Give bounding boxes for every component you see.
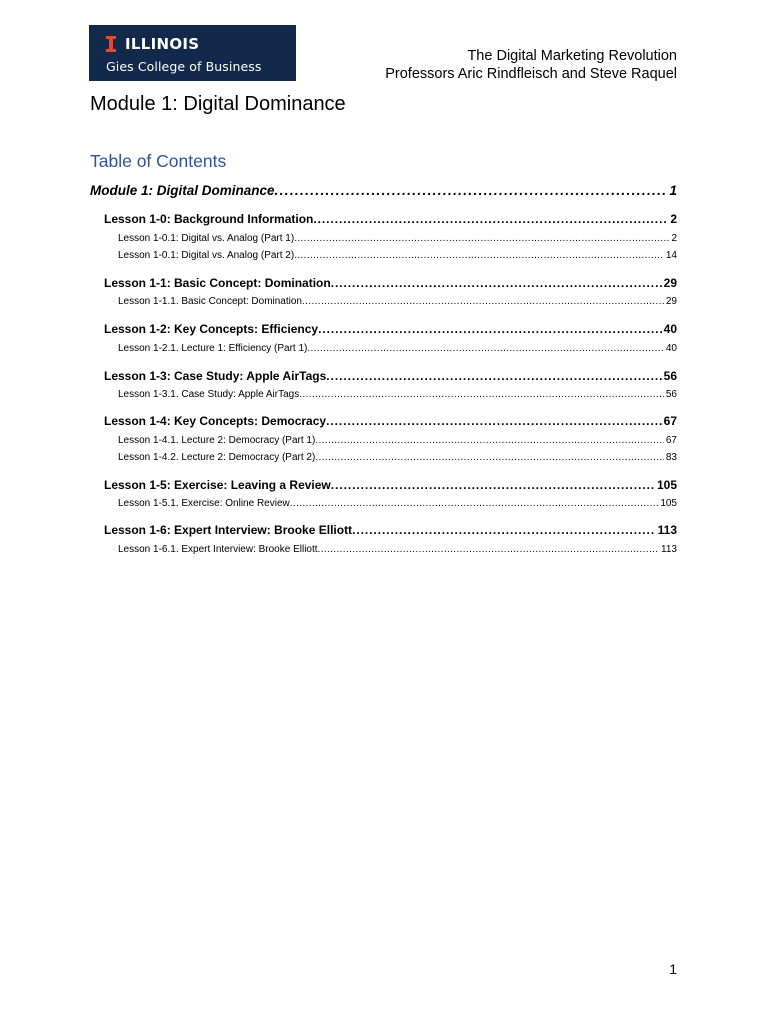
toc-entry[interactable] (90, 250, 677, 261)
toc-entry-page: 105 (656, 478, 677, 492)
toc-entry-page: 2 (671, 233, 677, 244)
toc-entry-title: Lesson 1-4.2. Lecture 2: Democracy (Part 2) (118, 452, 316, 463)
toc-entry-page: 1 (669, 183, 677, 198)
toc-entry-title: Lesson 1-4: Key Concepts: Democracy (104, 414, 327, 428)
document-header (385, 47, 677, 83)
toc-dot-leader (331, 276, 662, 290)
toc-entry-title: Lesson 1-5.1. Exercise: Online Review (118, 498, 290, 509)
toc-entry[interactable] (90, 523, 677, 537)
toc-entry-title: Lesson 1-2.1. Lecture 1: Efficiency (Part 1) (118, 343, 308, 354)
gies-college-logo (89, 25, 296, 81)
course-title: The Digital Marketing Revolution (467, 48, 677, 64)
toc-entry[interactable] (90, 498, 677, 509)
toc-dot-leader (275, 183, 668, 198)
toc-entry-title: Lesson 1-6.1. Expert Interview: Brooke Elliott (118, 544, 318, 555)
illinois-i-mark-icon (106, 36, 116, 52)
toc-entry-page: 105 (660, 498, 677, 509)
toc-dot-leader (318, 544, 660, 555)
toc-entry[interactable] (90, 212, 677, 226)
toc-entry-page: 14 (665, 250, 677, 261)
toc-entry-title: Lesson 1-5: Exercise: Leaving a Review (104, 478, 331, 492)
toc-entry-title: Lesson 1-3.1. Case Study: Apple AirTags (118, 389, 300, 400)
toc-entry-title: Lesson 1-0.1: Digital vs. Analog (Part 1) (118, 233, 295, 244)
toc-heading: Table of Contents (90, 151, 227, 171)
toc-entry[interactable] (90, 369, 677, 383)
toc-dot-leader (302, 296, 664, 307)
toc-entry[interactable] (90, 544, 677, 555)
toc-entry-page: 40 (663, 322, 677, 336)
toc-entry-page: 113 (661, 544, 677, 555)
logo-illinois-text: ILLINOIS (125, 35, 200, 53)
module-heading: Module 1: Digital Dominance (90, 93, 346, 115)
toc-dot-leader (326, 369, 661, 383)
toc-entry[interactable] (90, 389, 677, 400)
toc-dot-leader (352, 523, 656, 537)
toc-entry-page: 83 (665, 452, 677, 463)
toc-dot-leader (290, 498, 659, 509)
toc-entry[interactable] (90, 435, 677, 446)
toc-entry-title: Lesson 1-4.1. Lecture 2: Democracy (Part 1) (118, 435, 316, 446)
toc-entry[interactable] (90, 276, 677, 290)
toc-dot-leader (294, 250, 664, 261)
logo-college-text: Gies College of Business (106, 59, 262, 74)
toc-entry-page: 56 (665, 389, 677, 400)
toc-entry-page: 67 (663, 414, 677, 428)
toc-entry[interactable] (90, 414, 677, 428)
toc-entry-title: Lesson 1-1.1. Basic Concept: Domination (118, 296, 302, 307)
toc-entry-page: 29 (663, 276, 677, 290)
toc-entry-title: Lesson 1-1: Basic Concept: Domination (104, 276, 331, 290)
toc-entry[interactable] (90, 233, 677, 244)
toc-dot-leader (326, 414, 662, 428)
toc-dot-leader (307, 343, 664, 354)
page-number: 1 (669, 961, 677, 977)
professors-line: Professors Aric Rindfleisch and Steve Raquel (385, 66, 677, 82)
toc-dot-leader (294, 233, 669, 244)
toc-entry-title: Lesson 1-3: Case Study: Apple AirTags (104, 369, 327, 383)
toc-entry-title: Lesson 1-0: Background Information (104, 212, 314, 226)
toc-dot-leader (313, 212, 668, 226)
toc-entry-title: Lesson 1-2: Key Concepts: Efficiency (104, 322, 319, 336)
toc-dot-leader (331, 478, 655, 492)
toc-entry-page: 113 (657, 523, 677, 537)
toc-dot-leader (299, 389, 664, 400)
toc-entry-title: Lesson 1-0.1: Digital vs. Analog (Part 2) (118, 250, 295, 261)
toc-entry-title: Module 1: Digital Dominance (90, 183, 275, 198)
toc-entry-page: 56 (663, 369, 677, 383)
toc-entry[interactable] (90, 343, 677, 354)
toc-entry[interactable] (90, 296, 677, 307)
toc-entry-page: 67 (665, 435, 677, 446)
toc-dot-leader (315, 452, 664, 463)
toc-entry-page: 2 (670, 212, 677, 226)
toc-entry-page: 29 (665, 296, 677, 307)
toc-entry[interactable] (90, 322, 677, 336)
toc-entry[interactable] (90, 452, 677, 463)
toc-entry-title: Lesson 1-6: Expert Interview: Brooke Elliott (104, 523, 353, 537)
toc-entry[interactable] (90, 183, 677, 198)
toc-entry-page: 40 (665, 343, 677, 354)
toc-entry[interactable] (90, 478, 677, 492)
toc-dot-leader (315, 435, 664, 446)
toc-dot-leader (318, 322, 662, 336)
